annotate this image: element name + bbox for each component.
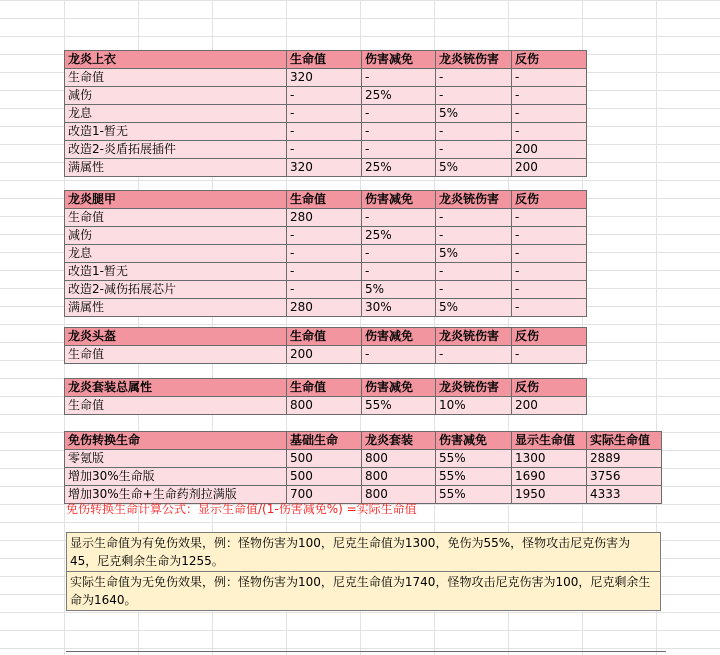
dragon-top-table	[64, 50, 587, 177]
table-cell[interactable]: -	[512, 245, 587, 263]
header-cell[interactable]: 龙炎套装	[362, 432, 436, 450]
table-row	[65, 87, 587, 105]
table-cell[interactable]: -	[362, 123, 436, 141]
table-cell[interactable]: 30%	[362, 299, 436, 317]
table-row	[65, 346, 587, 364]
dragon-helmet-table	[64, 327, 587, 364]
notes-box	[66, 532, 661, 611]
table-cell[interactable]: -	[436, 263, 512, 281]
header-cell[interactable]: 生命值	[287, 51, 362, 69]
table-cell[interactable]: -	[362, 105, 436, 123]
header-cell[interactable]: 伤害减免	[362, 328, 436, 346]
header-cell[interactable]: 龙炎铳伤害	[436, 191, 512, 209]
table-cell[interactable]: 减伤	[65, 87, 287, 105]
dragon-set-total-table	[64, 378, 587, 415]
table-row	[65, 263, 587, 281]
table-cell[interactable]: -	[436, 346, 512, 364]
table-cell[interactable]: -	[512, 227, 587, 245]
table-cell[interactable]: 800	[287, 397, 362, 415]
table-cell[interactable]: 5%	[436, 245, 512, 263]
header-cell[interactable]: 基础生命	[287, 432, 362, 450]
header-cell[interactable]: 伤害减免	[362, 191, 436, 209]
table-cell[interactable]: -	[512, 281, 587, 299]
table-cell[interactable]: 龙息	[65, 245, 287, 263]
divider	[66, 651, 666, 652]
table-cell[interactable]: -	[436, 87, 512, 105]
table-cell[interactable]: 减伤	[65, 227, 287, 245]
table-cell[interactable]: -	[436, 141, 512, 159]
table-cell[interactable]: 增加30%生命+生命药剂拉满版	[65, 486, 287, 504]
table-header-row	[65, 51, 587, 69]
note-actual-hp[interactable]: 实际生命值为无免伤效果，例：怪物伤害为100，尼克生命值为1740，怪物攻击尼克伤害为100，尼克剩余生命为1640。	[67, 571, 660, 610]
table-cell[interactable]: 改造2-减伤拓展芯片	[65, 281, 287, 299]
table-cell[interactable]: 200	[512, 397, 587, 415]
table-cell[interactable]: -	[287, 105, 362, 123]
table-cell[interactable]: -	[512, 299, 587, 317]
header-cell[interactable]: 显示生命值	[512, 432, 587, 450]
table-cell[interactable]: -	[512, 263, 587, 281]
table-cell[interactable]: -	[512, 209, 587, 227]
table-cell[interactable]: 320	[287, 69, 362, 87]
table-cell[interactable]: 改造2-炎盾拓展插件	[65, 141, 287, 159]
table-cell[interactable]: -	[512, 123, 587, 141]
table-cell[interactable]: 改造1-暂无	[65, 123, 287, 141]
table-cell[interactable]: 25%	[362, 87, 436, 105]
table-cell[interactable]: 25%	[362, 227, 436, 245]
table-row	[65, 299, 587, 317]
table-cell[interactable]: -	[287, 281, 362, 299]
header-cell[interactable]: 伤害减免	[362, 51, 436, 69]
table-cell[interactable]: 5%	[436, 299, 512, 317]
header-cell[interactable]: 伤害减免	[362, 379, 436, 397]
table-cell[interactable]: 800	[362, 468, 436, 486]
header-cell[interactable]: 伤害减免	[436, 432, 512, 450]
header-cell[interactable]: 生命值	[287, 191, 362, 209]
table-cell[interactable]: -	[362, 346, 436, 364]
table-header-row	[65, 191, 587, 209]
header-cell[interactable]: 免伤转换生命	[65, 432, 287, 450]
table-cell[interactable]: 龙息	[65, 105, 287, 123]
dragon-legs-table	[64, 190, 587, 317]
table-cell[interactable]: 200	[512, 159, 587, 177]
table-cell[interactable]: 5%	[436, 105, 512, 123]
header-cell[interactable]: 生命值	[287, 379, 362, 397]
table-row	[65, 468, 662, 486]
table-cell[interactable]: 生命值	[65, 397, 287, 415]
table-row	[65, 141, 587, 159]
header-cell[interactable]: 龙炎铳伤害	[436, 328, 512, 346]
table-cell[interactable]: 1690	[512, 468, 587, 486]
table-row	[65, 245, 587, 263]
header-cell[interactable]: 反伤	[512, 191, 587, 209]
table-cell[interactable]: 800	[362, 450, 436, 468]
header-cell[interactable]: 反伤	[512, 51, 587, 69]
table-row	[65, 123, 587, 141]
table-cell[interactable]: 1950	[512, 486, 587, 504]
header-cell[interactable]: 龙炎套装总属性	[65, 379, 287, 397]
table-cell[interactable]: 55%	[436, 468, 512, 486]
table-row	[65, 227, 587, 245]
header-cell[interactable]: 龙炎头盔	[65, 328, 287, 346]
table-cell[interactable]: 280	[287, 209, 362, 227]
table-cell[interactable]: 4333	[587, 486, 662, 504]
table-cell[interactable]: -	[287, 227, 362, 245]
table-header-row	[65, 432, 662, 450]
header-cell[interactable]: 龙炎铳伤害	[436, 51, 512, 69]
table-row	[65, 105, 587, 123]
table-cell[interactable]: 生命值	[65, 346, 287, 364]
table-cell[interactable]: 700	[287, 486, 362, 504]
table-cell[interactable]: 生命值	[65, 209, 287, 227]
table-cell[interactable]: -	[287, 87, 362, 105]
table-cell[interactable]: -	[287, 263, 362, 281]
header-cell[interactable]: 反伤	[512, 379, 587, 397]
table-header-row	[65, 328, 587, 346]
table-row	[65, 69, 587, 87]
table-cell[interactable]: 5%	[436, 159, 512, 177]
table-cell[interactable]: 200	[287, 346, 362, 364]
table-cell[interactable]: 零氪版	[65, 450, 287, 468]
header-cell[interactable]: 反伤	[512, 328, 587, 346]
table-cell[interactable]: 1300	[512, 450, 587, 468]
note-displayed-hp[interactable]: 显示生命值为有免伤效果，例：怪物伤害为100，尼克生命值为1300，免伤为55%，怪物攻击尼克伤害为45，尼克剩余生命为1255。	[70, 536, 631, 568]
table-cell[interactable]: 55%	[436, 450, 512, 468]
table-row	[65, 397, 587, 415]
table-cell[interactable]: 55%	[362, 397, 436, 415]
table-cell[interactable]: 改造1-暂无	[65, 263, 287, 281]
table-row	[65, 159, 587, 177]
table-cell[interactable]: -	[362, 263, 436, 281]
table-cell[interactable]: -	[287, 245, 362, 263]
table-cell[interactable]: 25%	[362, 159, 436, 177]
table-cell[interactable]: -	[436, 69, 512, 87]
header-cell[interactable]: 龙炎腿甲	[65, 191, 287, 209]
table-cell[interactable]: -	[512, 69, 587, 87]
table-header-row	[65, 379, 587, 397]
damage-conversion-table	[64, 431, 662, 504]
table-cell[interactable]: 满属性	[65, 299, 287, 317]
table-cell[interactable]: 生命值	[65, 69, 287, 87]
table-cell[interactable]: -	[436, 209, 512, 227]
table-cell[interactable]: 2889	[587, 450, 662, 468]
table-cell[interactable]: -	[512, 346, 587, 364]
table-cell[interactable]: 320	[287, 159, 362, 177]
table-cell[interactable]: -	[362, 69, 436, 87]
table-cell[interactable]: 增加30%生命版	[65, 468, 287, 486]
table-cell[interactable]: -	[512, 87, 587, 105]
table-cell[interactable]: -	[287, 123, 362, 141]
table-cell[interactable]: -	[287, 141, 362, 159]
table-cell[interactable]: -	[512, 105, 587, 123]
table-cell[interactable]: 800	[362, 486, 436, 504]
table-cell[interactable]: 55%	[436, 486, 512, 504]
table-cell[interactable]: -	[436, 123, 512, 141]
table-cell[interactable]: 5%	[362, 281, 436, 299]
header-cell[interactable]: 实际生命值	[587, 432, 662, 450]
table-row	[65, 209, 587, 227]
table-cell[interactable]: -	[362, 209, 436, 227]
table-cell[interactable]: 500	[287, 450, 362, 468]
table-cell[interactable]: -	[362, 245, 436, 263]
header-cell[interactable]: 龙炎上衣	[65, 51, 287, 69]
header-cell[interactable]: 龙炎铳伤害	[436, 379, 512, 397]
table-cell[interactable]: 10%	[436, 397, 512, 415]
table-cell[interactable]: 3756	[587, 468, 662, 486]
formula-note[interactable]: 免伤转换生命计算公式：显示生命值/(1-伤害减免%) =实际生命值	[66, 502, 417, 516]
table-cell[interactable]: 200	[512, 141, 587, 159]
table-cell[interactable]: 280	[287, 299, 362, 317]
header-cell[interactable]: 生命值	[287, 328, 362, 346]
table-cell[interactable]: -	[436, 281, 512, 299]
table-cell[interactable]: 满属性	[65, 159, 287, 177]
table-cell[interactable]: -	[362, 141, 436, 159]
table-row	[65, 450, 662, 468]
table-cell[interactable]: 500	[287, 468, 362, 486]
table-row	[65, 281, 587, 299]
table-cell[interactable]: -	[436, 227, 512, 245]
